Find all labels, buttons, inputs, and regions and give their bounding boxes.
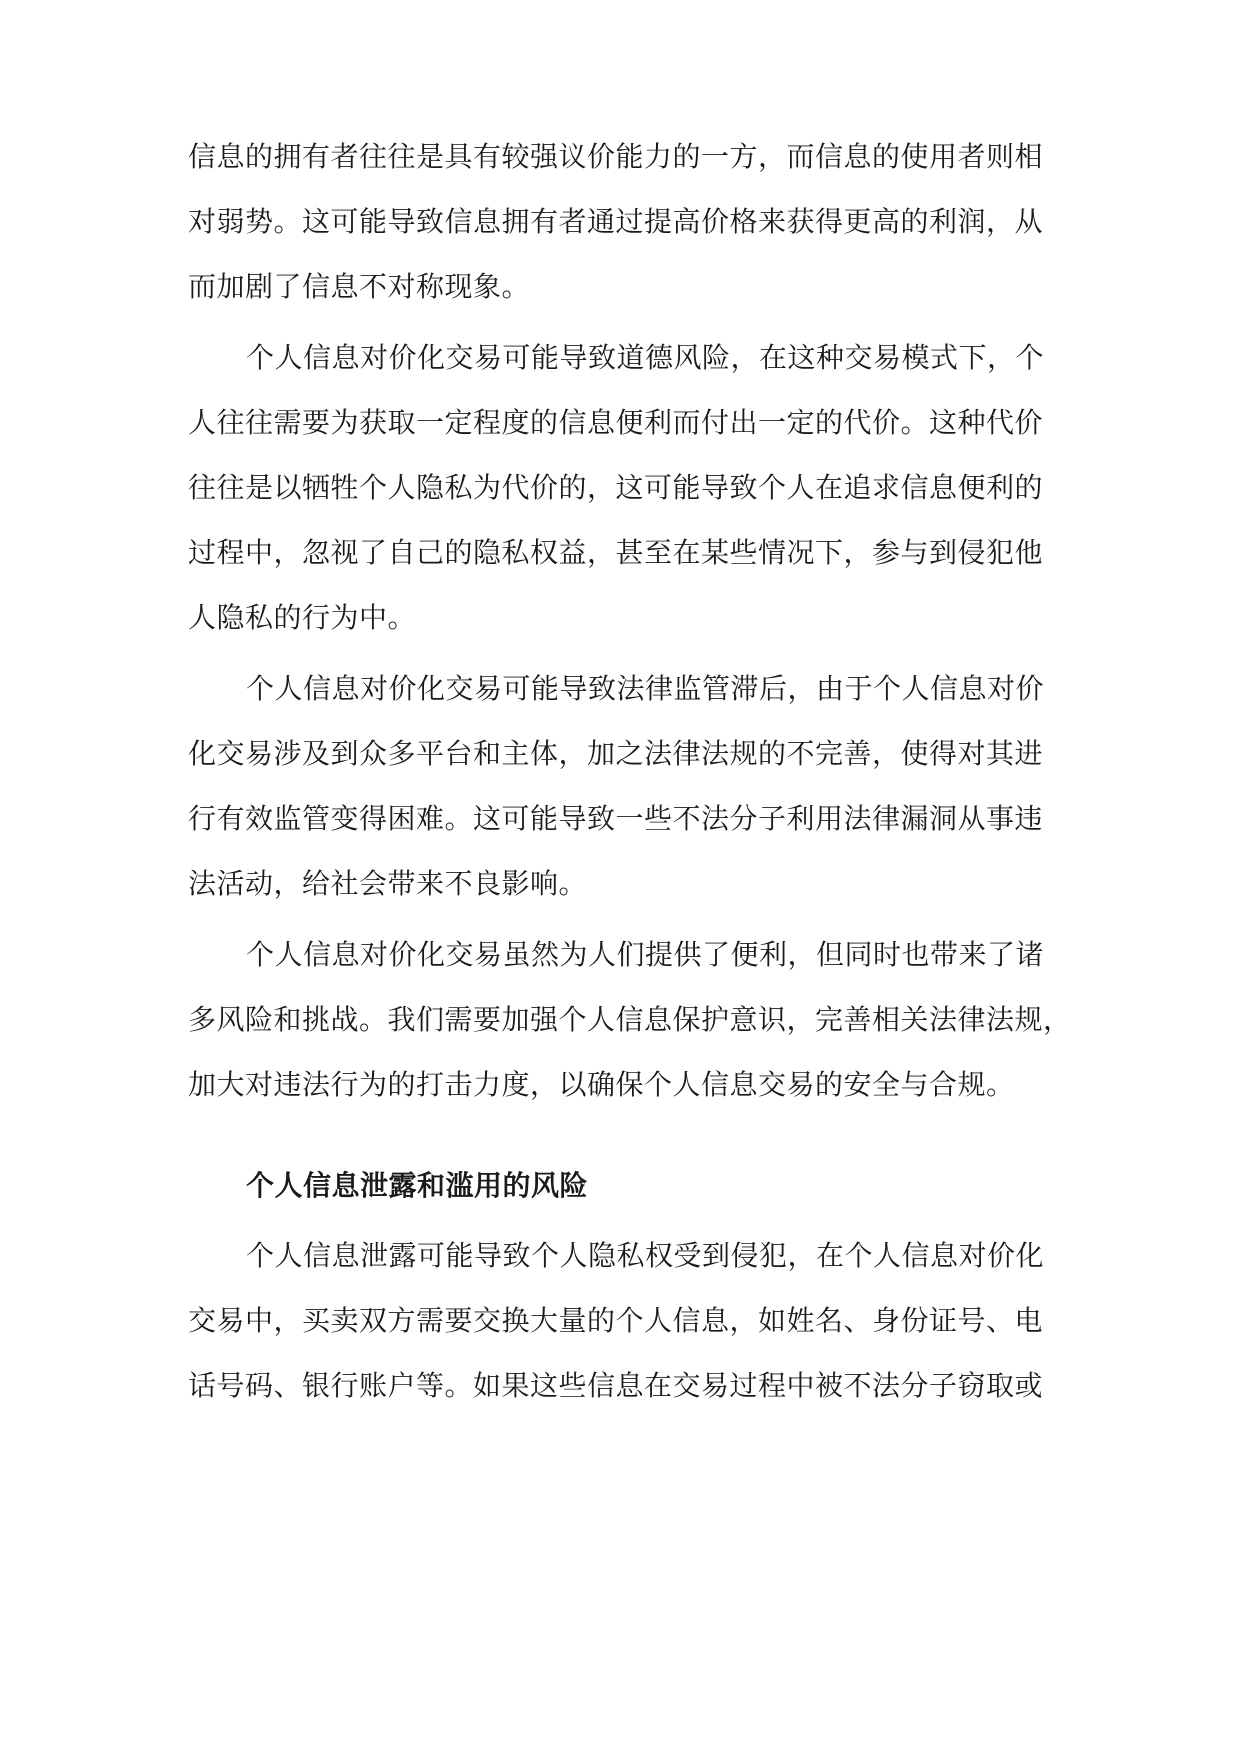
text-line: 话号码、银行账户等。如果这些信息在交易过程中被不法分子窃取或 — [188, 1369, 1044, 1402]
text-line: 行有效监管变得困难。这可能导致一些不法分子利用法律漏洞从事违 — [188, 802, 1044, 835]
text-line: 人往往需要为获取一定程度的信息便利而付出一定的代价。这种代价 — [188, 406, 1044, 439]
text-line: 对弱势。这可能导致信息拥有者通过提高价格来获得更高的利润，从 — [188, 205, 1044, 238]
paragraph-first-line: 个人信息对价化交易可能导致法律监管滞后，由于个人信息对价 — [246, 672, 1045, 705]
section-heading: 个人信息泄露和滥用的风险 — [246, 1169, 589, 1202]
paragraph-first-line: 个人信息泄露可能导致个人隐私权受到侵犯，在个人信息对价化 — [246, 1239, 1045, 1272]
text-line: 而加剧了信息不对称现象。 — [188, 270, 531, 303]
text-line: 交易中，买卖双方需要交换大量的个人信息，如姓名、身份证号、电 — [188, 1304, 1044, 1337]
paragraph-first-line: 个人信息对价化交易虽然为人们提供了便利，但同时也带来了诸 — [246, 938, 1045, 971]
text-line: 化交易涉及到众多平台和主体，加之法律法规的不完善，使得对其进 — [188, 737, 1044, 770]
text-line: 法活动，给社会带来不良影响。 — [188, 867, 588, 900]
text-line: 人隐私的行为中。 — [188, 601, 417, 634]
text-line: 加大对违法行为的打击力度，以确保个人信息交易的安全与合规。 — [188, 1068, 1015, 1101]
text-line: 多风险和挑战。我们需要加强个人信息保护意识，完善相关法律法规， — [188, 1003, 1072, 1036]
paragraph-first-line: 个人信息对价化交易可能导致道德风险，在这种交易模式下，个 — [246, 341, 1045, 374]
text-line: 过程中，忽视了自己的隐私权益，甚至在某些情况下，参与到侵犯他 — [188, 536, 1044, 569]
text-line: 往往是以牺牲个人隐私为代价的，这可能导致个人在追求信息便利的 — [188, 471, 1044, 504]
text-line: 信息的拥有者往往是具有较强议价能力的一方，而信息的使用者则相 — [188, 140, 1044, 173]
